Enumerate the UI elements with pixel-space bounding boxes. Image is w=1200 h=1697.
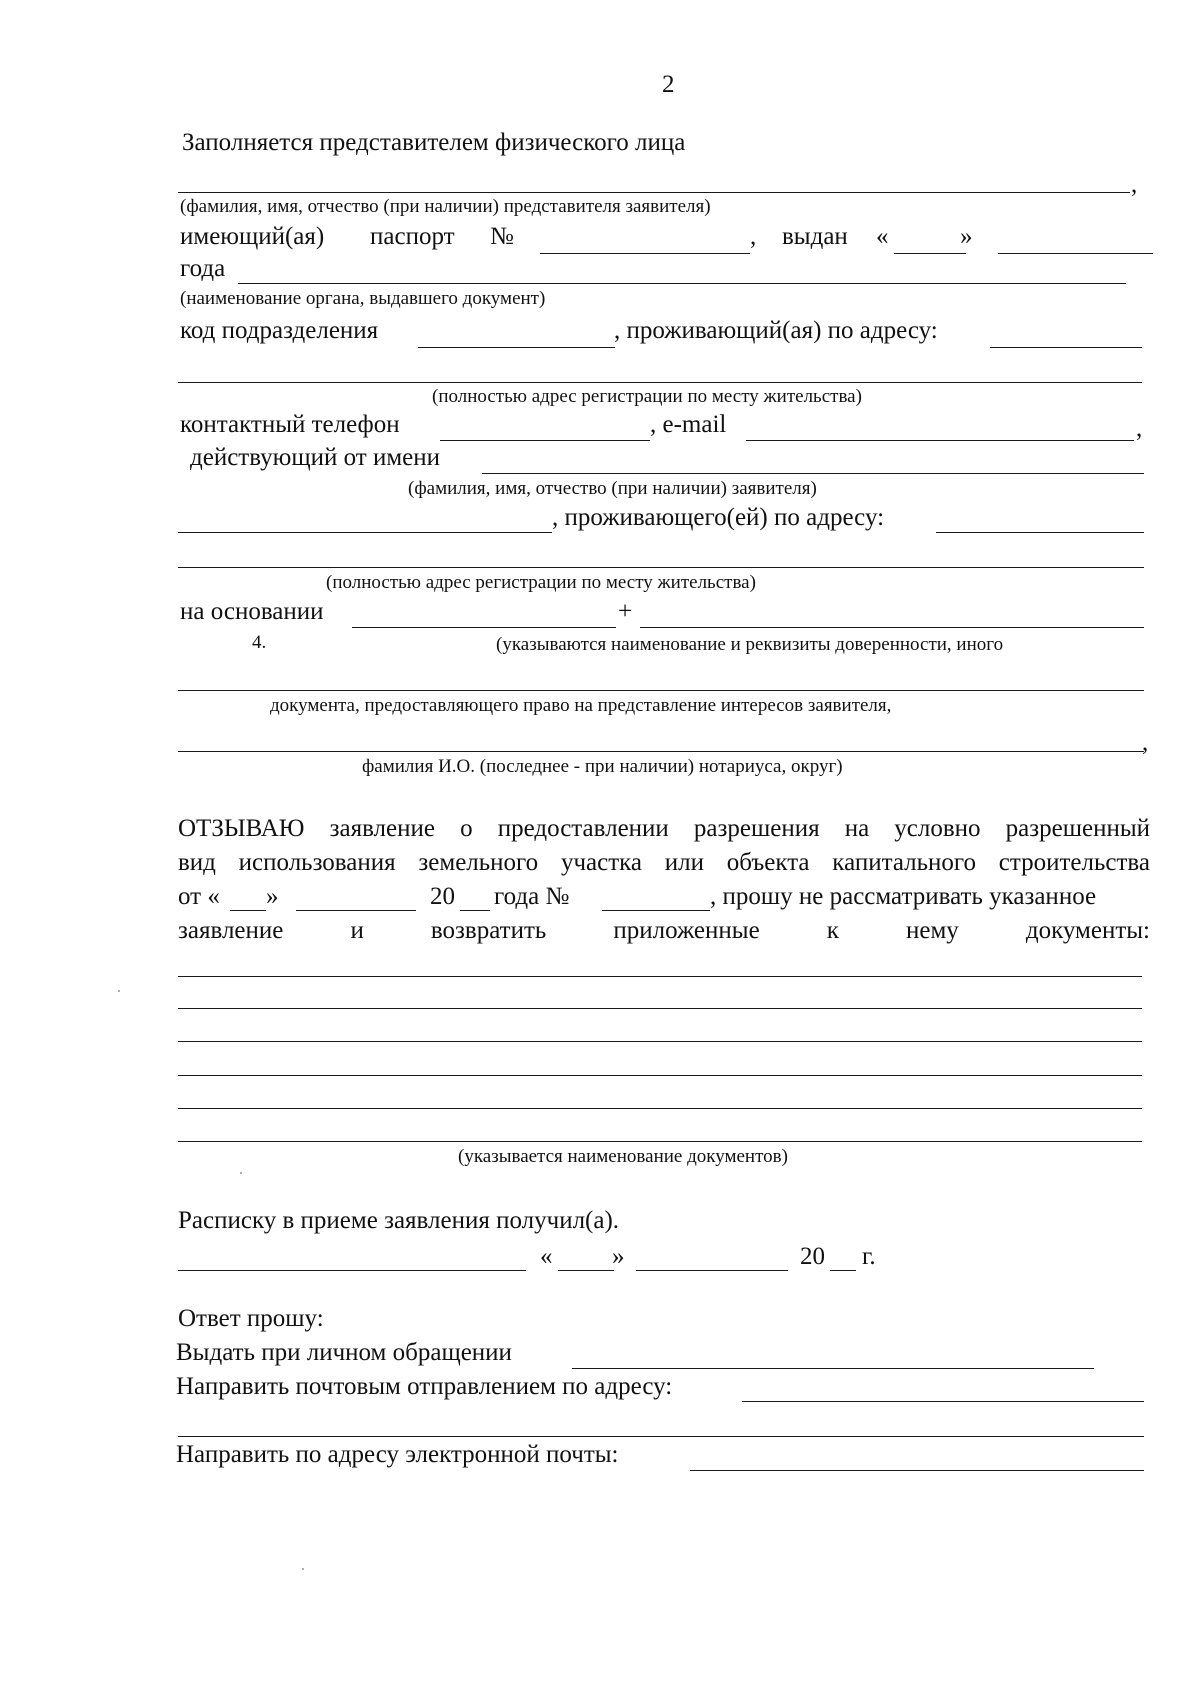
issue-month-field[interactable] — [998, 253, 1153, 254]
year-prefix: 20 — [430, 883, 455, 910]
receipt-day-field[interactable] — [558, 1270, 614, 1271]
answer-personal-field[interactable] — [572, 1368, 1094, 1369]
basis-caption-3: фамилия И.О. (последнее - при наличии) нотариуса, округ) — [362, 756, 843, 777]
comma: , — [1136, 415, 1143, 442]
answer-mail-field[interactable] — [742, 1401, 1144, 1402]
address-caption: (полностью адрес регистрации по месту жительства) — [432, 386, 862, 407]
application-year-field[interactable] — [460, 910, 490, 911]
comma: , — [1131, 171, 1138, 198]
phone-label: контактный телефон — [180, 411, 400, 438]
quote-open: « — [540, 1243, 553, 1270]
email-label: , e-mail — [650, 411, 727, 438]
documents-caption: (указывается наименование документов) — [458, 1146, 788, 1167]
quote-close: » — [960, 223, 973, 250]
receipt-signature-field[interactable] — [178, 1270, 526, 1271]
basis-label: на основании — [180, 598, 324, 625]
documents-line[interactable] — [178, 1141, 1142, 1142]
year-suffix: г. — [862, 1243, 876, 1270]
withdraw-line-1: ОТЗЫВАЮ заявление о предоставлении разрешения на условно разрешенный — [178, 815, 1150, 842]
application-number-field[interactable] — [602, 910, 710, 911]
plus-mark: + — [618, 598, 633, 625]
documents-line[interactable] — [178, 976, 1142, 977]
basis-number: 4. — [252, 632, 267, 653]
number-sign: № — [490, 223, 514, 250]
scan-speck — [240, 1172, 242, 1174]
application-day-field[interactable] — [230, 910, 266, 911]
quote-open: « — [876, 223, 889, 250]
receipt-label: Расписку в приеме заявления получил(а). — [178, 1207, 620, 1234]
answer-mail-field-2[interactable] — [178, 1436, 1144, 1437]
issuer-caption: (наименование органа, выдавшего документ) — [180, 288, 546, 309]
applicant-caption: (фамилия, имя, отчество (при наличии) заявителя) — [408, 478, 817, 499]
phone-field[interactable] — [440, 440, 650, 441]
address-field-b[interactable] — [178, 382, 1142, 383]
documents-line[interactable] — [178, 1108, 1142, 1109]
year-number-label: года № — [494, 883, 570, 910]
from-label: от « — [178, 883, 220, 910]
basis-field-c[interactable] — [178, 690, 1144, 691]
applicant-address-field-b[interactable] — [178, 567, 1144, 568]
acting-label: действующий от имени — [190, 444, 440, 471]
rep-name-caption: (фамилия, имя, отчество (при наличии) представителя заявителя) — [180, 196, 711, 217]
documents-line[interactable] — [178, 1008, 1142, 1009]
section-heading: Заполняется представителем физического лица — [182, 129, 686, 156]
receipt-month-field[interactable] — [636, 1270, 788, 1271]
applicant-address-caption: (полностью адрес регистрации по месту жительства) — [326, 572, 756, 593]
answer-email-field[interactable] — [690, 1470, 1144, 1471]
comma: , — [1142, 729, 1149, 756]
applicant-name-field-2[interactable] — [178, 532, 552, 533]
answer-mail-label: Направить почтовым отправлением по адресу: — [176, 1373, 673, 1400]
comma: , — [750, 223, 757, 250]
issued-label: выдан — [782, 223, 848, 250]
withdraw-line-4: заявление и возвратить приложенные к нему документы: — [178, 917, 1150, 944]
issue-day-field[interactable] — [894, 253, 966, 254]
passport-number-field[interactable] — [540, 253, 750, 254]
basis-field-d[interactable] — [178, 751, 1144, 752]
issuer-field[interactable] — [238, 283, 1126, 284]
division-code-label: код подразделения — [180, 317, 379, 344]
rep-name-field[interactable] — [178, 192, 1130, 193]
answer-email-label: Направить по адресу электронной почты: — [176, 1441, 619, 1468]
withdraw-line-2: вид использования земельного участка или объекта капитального строительства — [178, 849, 1150, 876]
residing-label: , проживающий(ая) по адресу: — [614, 317, 938, 344]
documents-line[interactable] — [178, 1075, 1142, 1076]
request-text: , прошу не рассматривать указанное — [710, 883, 1097, 910]
documents-line[interactable] — [178, 1041, 1142, 1042]
passport-label-2: паспорт — [370, 223, 455, 250]
year-label: года — [180, 255, 226, 282]
answer-personal-label: Выдать при личном обращении — [176, 1339, 512, 1366]
quote-close: » — [266, 883, 279, 910]
basis-caption-2: документа, предоставляющего право на представление интересов заявителя, — [270, 695, 892, 716]
application-month-field[interactable] — [296, 910, 416, 911]
email-field[interactable] — [746, 440, 1134, 441]
answer-label: Ответ прошу: — [178, 1305, 324, 1332]
scan-speck — [302, 1568, 304, 1570]
receipt-year-field[interactable] — [830, 1270, 856, 1271]
applicant-address-field-a[interactable] — [936, 532, 1144, 533]
scan-speck — [118, 990, 120, 992]
passport-label: имеющий(ая) — [180, 223, 325, 250]
basis-field-a[interactable] — [352, 627, 616, 628]
page-number: 2 — [662, 71, 675, 98]
year-prefix: 20 — [800, 1243, 825, 1270]
basis-field-b[interactable] — [640, 627, 1144, 628]
basis-caption-1: (указываются наименование и реквизиты доверенности, иного — [496, 634, 1004, 655]
quote-close: » — [612, 1243, 625, 1270]
applicant-name-field[interactable] — [482, 473, 1144, 474]
residing-applicant-label: , проживающего(ей) по адресу: — [552, 504, 885, 531]
address-field-a[interactable] — [990, 347, 1142, 348]
division-code-field[interactable] — [418, 347, 615, 348]
